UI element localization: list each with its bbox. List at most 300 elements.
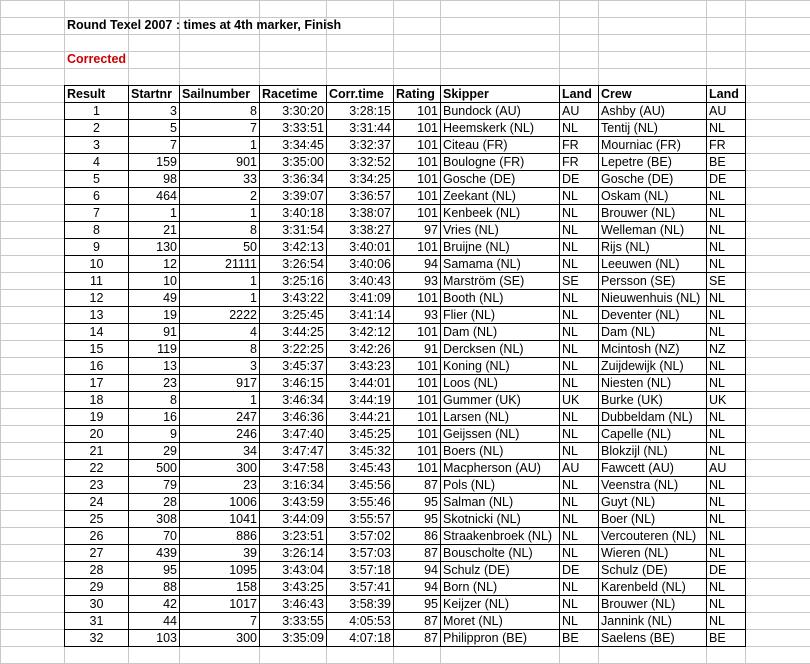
racetime-cell[interactable]: 3:35:00 [260, 154, 327, 171]
racetime-cell[interactable]: 3:43:25 [260, 579, 327, 596]
sailnumber-cell[interactable]: 1 [180, 392, 260, 409]
sailnumber-cell[interactable]: 247 [180, 409, 260, 426]
startnr-cell[interactable]: 91 [129, 324, 180, 341]
result-cell[interactable]: 20 [65, 426, 129, 443]
startnr-cell[interactable]: 464 [129, 188, 180, 205]
skipper-cell[interactable]: Citeau (FR) [441, 137, 560, 154]
sailnumber-cell[interactable]: 1006 [180, 494, 260, 511]
skipper-cell[interactable]: Macpherson (AU) [441, 460, 560, 477]
racetime-cell[interactable]: 3:23:51 [260, 528, 327, 545]
crew-land-cell[interactable]: NL [707, 528, 746, 545]
skipper-land-cell[interactable]: NL [560, 290, 599, 307]
corrtime-cell[interactable]: 3:57:18 [327, 562, 394, 579]
racetime-cell[interactable]: 3:42:13 [260, 239, 327, 256]
result-cell[interactable]: 3 [65, 137, 129, 154]
crew-land-cell[interactable]: NL [707, 443, 746, 460]
result-cell[interactable]: 26 [65, 528, 129, 545]
rating-cell[interactable]: 101 [394, 103, 441, 120]
rating-cell[interactable]: 93 [394, 307, 441, 324]
sailnumber-cell[interactable]: 34 [180, 443, 260, 460]
sailnumber-cell[interactable]: 8 [180, 103, 260, 120]
sailnumber-cell[interactable]: 901 [180, 154, 260, 171]
startnr-cell[interactable]: 23 [129, 375, 180, 392]
rating-cell[interactable]: 87 [394, 630, 441, 647]
result-cell[interactable]: 19 [65, 409, 129, 426]
skipper-cell[interactable]: Straakenbroek (NL) [441, 528, 560, 545]
racetime-cell[interactable]: 3:47:58 [260, 460, 327, 477]
corrtime-cell[interactable]: 3:57:41 [327, 579, 394, 596]
sailnumber-cell[interactable]: 1 [180, 273, 260, 290]
sailnumber-cell[interactable]: 1 [180, 290, 260, 307]
racetime-cell[interactable]: 3:26:14 [260, 545, 327, 562]
skipper-cell[interactable]: Loos (NL) [441, 375, 560, 392]
racetime-cell[interactable]: 3:39:07 [260, 188, 327, 205]
racetime-cell[interactable]: 3:46:36 [260, 409, 327, 426]
crew-land-cell[interactable]: DE [707, 171, 746, 188]
racetime-cell[interactable]: 3:25:45 [260, 307, 327, 324]
crew-cell[interactable]: Deventer (NL) [599, 307, 707, 324]
sailnumber-cell[interactable]: 917 [180, 375, 260, 392]
crew-land-cell[interactable]: NZ [707, 341, 746, 358]
skipper-land-cell[interactable]: NL [560, 188, 599, 205]
rating-cell[interactable]: 94 [394, 562, 441, 579]
crew-land-cell[interactable]: NL [707, 494, 746, 511]
header-startnr[interactable]: Startnr [129, 86, 180, 103]
corrtime-cell[interactable]: 3:44:21 [327, 409, 394, 426]
crew-land-cell[interactable]: BE [707, 154, 746, 171]
corrtime-cell[interactable]: 3:45:25 [327, 426, 394, 443]
crew-cell[interactable]: Karenbeld (NL) [599, 579, 707, 596]
result-cell[interactable]: 4 [65, 154, 129, 171]
corrtime-cell[interactable]: 3:32:37 [327, 137, 394, 154]
skipper-cell[interactable]: Koning (NL) [441, 358, 560, 375]
sailnumber-cell[interactable]: 1095 [180, 562, 260, 579]
racetime-cell[interactable]: 3:43:22 [260, 290, 327, 307]
startnr-cell[interactable]: 29 [129, 443, 180, 460]
sailnumber-cell[interactable]: 246 [180, 426, 260, 443]
crew-land-cell[interactable]: NL [707, 256, 746, 273]
corrtime-cell[interactable]: 3:45:32 [327, 443, 394, 460]
startnr-cell[interactable]: 98 [129, 171, 180, 188]
result-cell[interactable]: 11 [65, 273, 129, 290]
skipper-cell[interactable]: Bundock (AU) [441, 103, 560, 120]
skipper-cell[interactable]: Booth (NL) [441, 290, 560, 307]
skipper-land-cell[interactable]: NL [560, 528, 599, 545]
rating-cell[interactable]: 97 [394, 222, 441, 239]
sailnumber-cell[interactable]: 39 [180, 545, 260, 562]
startnr-cell[interactable]: 1 [129, 205, 180, 222]
sailnumber-cell[interactable]: 886 [180, 528, 260, 545]
rating-cell[interactable]: 91 [394, 341, 441, 358]
rating-cell[interactable]: 87 [394, 545, 441, 562]
result-cell[interactable]: 17 [65, 375, 129, 392]
racetime-cell[interactable]: 3:44:25 [260, 324, 327, 341]
racetime-cell[interactable]: 3:43:59 [260, 494, 327, 511]
crew-land-cell[interactable]: NL [707, 324, 746, 341]
crew-cell[interactable]: Capelle (NL) [599, 426, 707, 443]
skipper-cell[interactable]: Boers (NL) [441, 443, 560, 460]
startnr-cell[interactable]: 49 [129, 290, 180, 307]
rating-cell[interactable]: 101 [394, 171, 441, 188]
corrtime-cell[interactable]: 3:57:03 [327, 545, 394, 562]
crew-land-cell[interactable]: NL [707, 545, 746, 562]
sailnumber-cell[interactable]: 8 [180, 222, 260, 239]
crew-land-cell[interactable]: DE [707, 562, 746, 579]
crew-cell[interactable]: Brouwer (NL) [599, 205, 707, 222]
rating-cell[interactable]: 101 [394, 154, 441, 171]
racetime-cell[interactable]: 3:43:04 [260, 562, 327, 579]
sailnumber-cell[interactable]: 1 [180, 137, 260, 154]
rating-cell[interactable]: 94 [394, 579, 441, 596]
corrtime-cell[interactable]: 3:55:57 [327, 511, 394, 528]
startnr-cell[interactable]: 103 [129, 630, 180, 647]
racetime-cell[interactable]: 3:33:55 [260, 613, 327, 630]
corrtime-cell[interactable]: 3:38:07 [327, 205, 394, 222]
rating-cell[interactable]: 101 [394, 290, 441, 307]
rating-cell[interactable]: 101 [394, 205, 441, 222]
result-cell[interactable]: 16 [65, 358, 129, 375]
racetime-cell[interactable]: 3:25:16 [260, 273, 327, 290]
sailnumber-cell[interactable]: 50 [180, 239, 260, 256]
crew-land-cell[interactable]: NL [707, 596, 746, 613]
crew-cell[interactable]: Wieren (NL) [599, 545, 707, 562]
skipper-land-cell[interactable]: NL [560, 443, 599, 460]
startnr-cell[interactable]: 19 [129, 307, 180, 324]
skipper-cell[interactable]: Moret (NL) [441, 613, 560, 630]
crew-land-cell[interactable]: NL [707, 222, 746, 239]
crew-cell[interactable]: Lepetre (BE) [599, 154, 707, 171]
racetime-cell[interactable]: 3:45:37 [260, 358, 327, 375]
startnr-cell[interactable]: 5 [129, 120, 180, 137]
result-cell[interactable]: 21 [65, 443, 129, 460]
skipper-cell[interactable]: Philippron (BE) [441, 630, 560, 647]
crew-land-cell[interactable]: NL [707, 511, 746, 528]
startnr-cell[interactable]: 10 [129, 273, 180, 290]
result-cell[interactable]: 27 [65, 545, 129, 562]
crew-cell[interactable]: Tentij (NL) [599, 120, 707, 137]
skipper-land-cell[interactable]: DE [560, 562, 599, 579]
startnr-cell[interactable]: 44 [129, 613, 180, 630]
sailnumber-cell[interactable]: 1041 [180, 511, 260, 528]
skipper-land-cell[interactable]: NL [560, 511, 599, 528]
header-skipper-land[interactable]: Land [560, 86, 599, 103]
crew-land-cell[interactable]: NL [707, 205, 746, 222]
startnr-cell[interactable]: 79 [129, 477, 180, 494]
rating-cell[interactable]: 87 [394, 477, 441, 494]
crew-cell[interactable]: Mcintosh (NZ) [599, 341, 707, 358]
crew-cell[interactable]: Mourniac (FR) [599, 137, 707, 154]
sailnumber-cell[interactable]: 1 [180, 205, 260, 222]
result-cell[interactable]: 7 [65, 205, 129, 222]
crew-cell[interactable]: Dam (NL) [599, 324, 707, 341]
skipper-land-cell[interactable]: NL [560, 358, 599, 375]
sailnumber-cell[interactable]: 23 [180, 477, 260, 494]
skipper-cell[interactable]: Schulz (DE) [441, 562, 560, 579]
startnr-cell[interactable]: 7 [129, 137, 180, 154]
skipper-land-cell[interactable]: NL [560, 307, 599, 324]
racetime-cell[interactable]: 3:46:15 [260, 375, 327, 392]
result-cell[interactable]: 2 [65, 120, 129, 137]
startnr-cell[interactable]: 439 [129, 545, 180, 562]
result-cell[interactable]: 13 [65, 307, 129, 324]
corrtime-cell[interactable]: 3:45:43 [327, 460, 394, 477]
rating-cell[interactable]: 93 [394, 273, 441, 290]
startnr-cell[interactable]: 42 [129, 596, 180, 613]
header-result[interactable]: Result [65, 86, 129, 103]
racetime-cell[interactable]: 3:16:34 [260, 477, 327, 494]
result-cell[interactable]: 8 [65, 222, 129, 239]
result-cell[interactable]: 29 [65, 579, 129, 596]
crew-cell[interactable]: Rijs (NL) [599, 239, 707, 256]
rating-cell[interactable]: 101 [394, 137, 441, 154]
rating-cell[interactable]: 87 [394, 613, 441, 630]
racetime-cell[interactable]: 3:22:25 [260, 341, 327, 358]
skipper-land-cell[interactable]: NL [560, 256, 599, 273]
sailnumber-cell[interactable]: 21111 [180, 256, 260, 273]
startnr-cell[interactable]: 119 [129, 341, 180, 358]
skipper-land-cell[interactable]: NL [560, 545, 599, 562]
corrtime-cell[interactable]: 3:28:15 [327, 103, 394, 120]
sailnumber-cell[interactable]: 300 [180, 630, 260, 647]
skipper-land-cell[interactable]: NL [560, 341, 599, 358]
skipper-cell[interactable]: Flier (NL) [441, 307, 560, 324]
skipper-land-cell[interactable]: NL [560, 579, 599, 596]
crew-land-cell[interactable]: NL [707, 409, 746, 426]
skipper-cell[interactable]: Boulogne (FR) [441, 154, 560, 171]
rating-cell[interactable]: 101 [394, 409, 441, 426]
racetime-cell[interactable]: 3:46:34 [260, 392, 327, 409]
corrtime-cell[interactable]: 3:55:46 [327, 494, 394, 511]
header-skipper[interactable]: Skipper [441, 86, 560, 103]
skipper-land-cell[interactable]: AU [560, 460, 599, 477]
rating-cell[interactable]: 101 [394, 324, 441, 341]
startnr-cell[interactable]: 130 [129, 239, 180, 256]
skipper-land-cell[interactable]: NL [560, 120, 599, 137]
result-cell[interactable]: 22 [65, 460, 129, 477]
rating-cell[interactable]: 101 [394, 358, 441, 375]
result-cell[interactable]: 12 [65, 290, 129, 307]
skipper-land-cell[interactable]: NL [560, 596, 599, 613]
startnr-cell[interactable]: 21 [129, 222, 180, 239]
skipper-cell[interactable]: Kenbeek (NL) [441, 205, 560, 222]
rating-cell[interactable]: 86 [394, 528, 441, 545]
result-cell[interactable]: 32 [65, 630, 129, 647]
skipper-cell[interactable]: Bouscholte (NL) [441, 545, 560, 562]
crew-land-cell[interactable]: UK [707, 392, 746, 409]
crew-cell[interactable]: Vercouteren (NL) [599, 528, 707, 545]
corrtime-cell[interactable]: 3:57:02 [327, 528, 394, 545]
racetime-cell[interactable]: 3:26:54 [260, 256, 327, 273]
result-cell[interactable]: 6 [65, 188, 129, 205]
crew-cell[interactable]: Zuijdewijk (NL) [599, 358, 707, 375]
skipper-cell[interactable]: Samama (NL) [441, 256, 560, 273]
racetime-cell[interactable]: 3:44:09 [260, 511, 327, 528]
rating-cell[interactable]: 101 [394, 443, 441, 460]
crew-land-cell[interactable]: FR [707, 137, 746, 154]
result-cell[interactable]: 14 [65, 324, 129, 341]
result-cell[interactable]: 24 [65, 494, 129, 511]
skipper-land-cell[interactable]: NL [560, 494, 599, 511]
corrtime-cell[interactable]: 3:38:27 [327, 222, 394, 239]
skipper-land-cell[interactable]: DE [560, 171, 599, 188]
sailnumber-cell[interactable]: 4 [180, 324, 260, 341]
corrtime-cell[interactable]: 3:41:14 [327, 307, 394, 324]
rating-cell[interactable]: 94 [394, 256, 441, 273]
skipper-land-cell[interactable]: UK [560, 392, 599, 409]
rating-cell[interactable]: 101 [394, 239, 441, 256]
skipper-cell[interactable]: Dercksen (NL) [441, 341, 560, 358]
sheet-title[interactable]: Round Texel 2007 : times at 4th marker, Finish [67, 18, 342, 32]
rating-cell[interactable]: 95 [394, 511, 441, 528]
crew-land-cell[interactable]: NL [707, 477, 746, 494]
skipper-cell[interactable]: Vries (NL) [441, 222, 560, 239]
rating-cell[interactable]: 101 [394, 375, 441, 392]
corrtime-cell[interactable]: 3:40:01 [327, 239, 394, 256]
racetime-cell[interactable]: 3:35:09 [260, 630, 327, 647]
corrtime-cell[interactable]: 3:43:23 [327, 358, 394, 375]
crew-cell[interactable]: Dubbeldam (NL) [599, 409, 707, 426]
crew-cell[interactable]: Saelens (BE) [599, 630, 707, 647]
result-cell[interactable]: 1 [65, 103, 129, 120]
header-crew[interactable]: Crew [599, 86, 707, 103]
startnr-cell[interactable]: 8 [129, 392, 180, 409]
skipper-land-cell[interactable]: FR [560, 154, 599, 171]
skipper-land-cell[interactable]: FR [560, 137, 599, 154]
corrtime-cell[interactable]: 3:42:26 [327, 341, 394, 358]
corrtime-cell[interactable]: 3:36:57 [327, 188, 394, 205]
sailnumber-cell[interactable]: 3 [180, 358, 260, 375]
result-cell[interactable]: 9 [65, 239, 129, 256]
crew-cell[interactable]: Niesten (NL) [599, 375, 707, 392]
skipper-cell[interactable]: Born (NL) [441, 579, 560, 596]
racetime-cell[interactable]: 3:46:43 [260, 596, 327, 613]
startnr-cell[interactable]: 12 [129, 256, 180, 273]
skipper-cell[interactable]: Larsen (NL) [441, 409, 560, 426]
corrtime-cell[interactable]: 3:32:52 [327, 154, 394, 171]
sailnumber-cell[interactable]: 7 [180, 613, 260, 630]
crew-cell[interactable]: Guyt (NL) [599, 494, 707, 511]
sailnumber-cell[interactable]: 300 [180, 460, 260, 477]
skipper-cell[interactable]: Keijzer (NL) [441, 596, 560, 613]
crew-cell[interactable]: Ashby (AU) [599, 103, 707, 120]
startnr-cell[interactable]: 95 [129, 562, 180, 579]
sheet-subtitle[interactable]: Corrected [67, 52, 127, 66]
rating-cell[interactable]: 101 [394, 120, 441, 137]
startnr-cell[interactable]: 159 [129, 154, 180, 171]
corrtime-cell[interactable]: 3:58:39 [327, 596, 394, 613]
corrtime-cell[interactable]: 3:44:01 [327, 375, 394, 392]
rating-cell[interactable]: 101 [394, 392, 441, 409]
crew-land-cell[interactable]: NL [707, 239, 746, 256]
skipper-cell[interactable]: Pols (NL) [441, 477, 560, 494]
skipper-land-cell[interactable]: NL [560, 324, 599, 341]
startnr-cell[interactable]: 13 [129, 358, 180, 375]
startnr-cell[interactable]: 88 [129, 579, 180, 596]
racetime-cell[interactable]: 3:33:51 [260, 120, 327, 137]
startnr-cell[interactable]: 3 [129, 103, 180, 120]
sailnumber-cell[interactable]: 2222 [180, 307, 260, 324]
skipper-land-cell[interactable]: NL [560, 222, 599, 239]
startnr-cell[interactable]: 16 [129, 409, 180, 426]
header-sailnumber[interactable]: Sailnumber [180, 86, 260, 103]
rating-cell[interactable]: 95 [394, 596, 441, 613]
skipper-cell[interactable]: Zeekant (NL) [441, 188, 560, 205]
header-crew-land[interactable]: Land [707, 86, 746, 103]
rating-cell[interactable]: 95 [394, 494, 441, 511]
result-cell[interactable]: 30 [65, 596, 129, 613]
crew-land-cell[interactable]: NL [707, 375, 746, 392]
racetime-cell[interactable]: 3:40:18 [260, 205, 327, 222]
racetime-cell[interactable]: 3:47:40 [260, 426, 327, 443]
skipper-land-cell[interactable]: NL [560, 205, 599, 222]
corrtime-cell[interactable]: 4:07:18 [327, 630, 394, 647]
skipper-land-cell[interactable]: NL [560, 239, 599, 256]
startnr-cell[interactable]: 70 [129, 528, 180, 545]
sailnumber-cell[interactable]: 2 [180, 188, 260, 205]
header-corrtime[interactable]: Corr.time [327, 86, 394, 103]
crew-land-cell[interactable]: AU [707, 103, 746, 120]
result-cell[interactable]: 10 [65, 256, 129, 273]
skipper-cell[interactable]: Marström (SE) [441, 273, 560, 290]
corrtime-cell[interactable]: 3:41:09 [327, 290, 394, 307]
crew-cell[interactable]: Welleman (NL) [599, 222, 707, 239]
skipper-cell[interactable]: Gosche (DE) [441, 171, 560, 188]
skipper-land-cell[interactable]: NL [560, 375, 599, 392]
startnr-cell[interactable]: 9 [129, 426, 180, 443]
corrtime-cell[interactable]: 3:45:56 [327, 477, 394, 494]
crew-cell[interactable]: Burke (UK) [599, 392, 707, 409]
skipper-cell[interactable]: Dam (NL) [441, 324, 560, 341]
skipper-land-cell[interactable]: NL [560, 409, 599, 426]
result-cell[interactable]: 15 [65, 341, 129, 358]
result-cell[interactable]: 28 [65, 562, 129, 579]
skipper-cell[interactable]: Bruijne (NL) [441, 239, 560, 256]
result-cell[interactable]: 25 [65, 511, 129, 528]
crew-land-cell[interactable]: NL [707, 290, 746, 307]
corrtime-cell[interactable]: 3:31:44 [327, 120, 394, 137]
corrtime-cell[interactable]: 3:44:19 [327, 392, 394, 409]
crew-land-cell[interactable]: AU [707, 460, 746, 477]
startnr-cell[interactable]: 500 [129, 460, 180, 477]
skipper-cell[interactable]: Geijssen (NL) [441, 426, 560, 443]
startnr-cell[interactable]: 308 [129, 511, 180, 528]
racetime-cell[interactable]: 3:36:34 [260, 171, 327, 188]
racetime-cell[interactable]: 3:47:47 [260, 443, 327, 460]
racetime-cell[interactable]: 3:31:54 [260, 222, 327, 239]
sailnumber-cell[interactable]: 1017 [180, 596, 260, 613]
startnr-cell[interactable]: 28 [129, 494, 180, 511]
crew-cell[interactable]: Nieuwenhuis (NL) [599, 290, 707, 307]
result-cell[interactable]: 23 [65, 477, 129, 494]
skipper-land-cell[interactable]: AU [560, 103, 599, 120]
crew-cell[interactable]: Oskam (NL) [599, 188, 707, 205]
crew-land-cell[interactable]: NL [707, 613, 746, 630]
crew-cell[interactable]: Persson (SE) [599, 273, 707, 290]
crew-cell[interactable]: Gosche (DE) [599, 171, 707, 188]
skipper-cell[interactable]: Skotnicki (NL) [441, 511, 560, 528]
rating-cell[interactable]: 101 [394, 188, 441, 205]
result-cell[interactable]: 5 [65, 171, 129, 188]
corrtime-cell[interactable]: 3:40:43 [327, 273, 394, 290]
crew-land-cell[interactable]: NL [707, 358, 746, 375]
crew-land-cell[interactable]: SE [707, 273, 746, 290]
crew-cell[interactable]: Brouwer (NL) [599, 596, 707, 613]
sailnumber-cell[interactable]: 33 [180, 171, 260, 188]
crew-land-cell[interactable]: BE [707, 630, 746, 647]
header-racetime[interactable]: Racetime [260, 86, 327, 103]
crew-land-cell[interactable]: NL [707, 307, 746, 324]
sailnumber-cell[interactable]: 7 [180, 120, 260, 137]
